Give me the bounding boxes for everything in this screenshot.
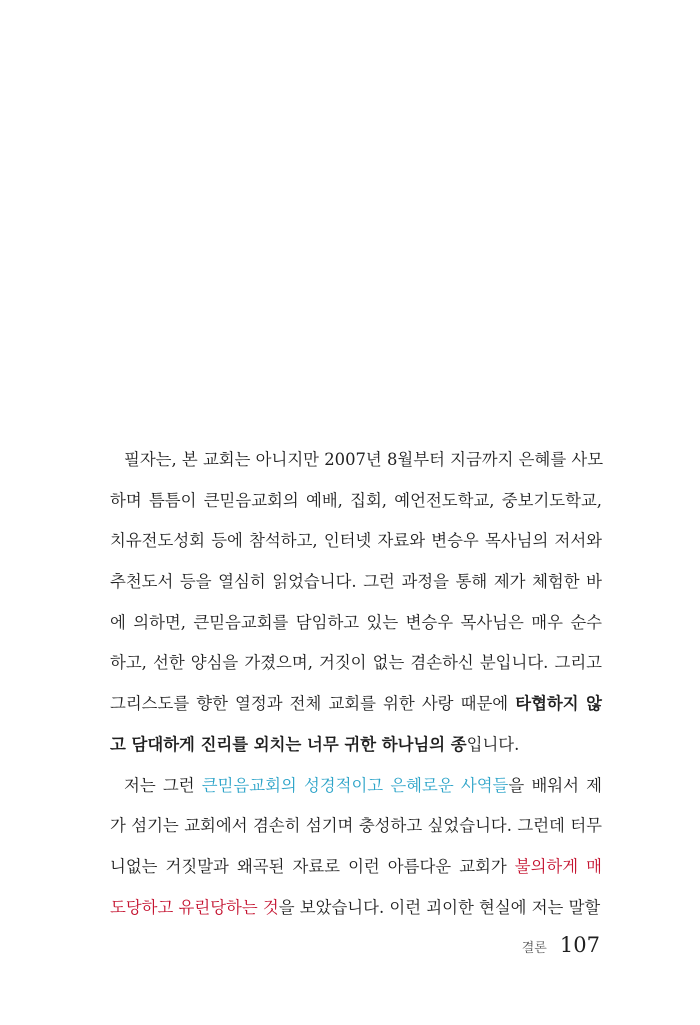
text-line	[110, 888, 602, 929]
text-segment: 저는 그런	[124, 775, 202, 795]
body-text	[110, 440, 602, 928]
emphasized-text: 큰믿음교회의 성경적이고 은혜로운 사역들	[201, 775, 509, 795]
text-segment: 가 섬기는 교회에서 겸손히 섬기며 충성하고 싶었습니다. 그런데 터무	[110, 816, 602, 836]
text-line	[110, 440, 602, 481]
text-segment: 추천도서 등을 열심히 읽었습니다. 그런 과정을 통해 제가 체험한 바	[110, 572, 602, 592]
text-line	[110, 643, 602, 684]
text-segment: 하고, 선한 양심을 가졌으며, 거짓이 없는 겸손하신 분입니다. 그리고	[110, 653, 602, 673]
text-line	[110, 603, 602, 644]
text-line	[110, 521, 602, 562]
emphasized-text: 고 담대하게 진리를 외치는 너무 귀한 하나님의 종	[110, 734, 467, 754]
text-segment: 니없는 거짓말과 왜곡된 자료로 이런 아름다운 교회가	[110, 856, 515, 876]
text-segment: 입니다.	[466, 734, 520, 754]
text-segment: 을 배워서 제	[508, 775, 602, 795]
page-footer	[522, 930, 600, 960]
text-segment: 하며 틈틈이 큰믿음교회의 예배, 집회, 예언전도학교, 중보기도학교,	[110, 490, 602, 510]
text-segment: 그리스도를 향한 열정과 전체 교회를 위한 사랑 때문에	[110, 694, 516, 714]
emphasized-text: 불의하게 매	[514, 856, 602, 876]
emphasized-text: 타협하지 않	[515, 694, 603, 714]
text-segment: 을 보았습니다. 이런 괴이한 현실에 저는 말할	[278, 897, 601, 917]
text-line	[110, 684, 602, 725]
text-segment: 필자는, 본 교회는 아니지만 2007년 8월부터 지금까지 은혜를 사모	[124, 450, 604, 469]
page-number: 107	[559, 933, 600, 957]
text-line	[110, 481, 602, 522]
text-line	[110, 806, 602, 847]
text-line	[110, 562, 602, 603]
section-label: 결론	[521, 941, 547, 956]
text-line	[110, 766, 602, 807]
emphasized-text: 도당하고 유린당하는 것	[110, 897, 279, 917]
text-line	[110, 847, 602, 888]
text-line	[110, 725, 602, 766]
text-segment: 치유전도성회 등에 참석하고, 인터넷 자료와 변승우 목사님의 저서와	[110, 531, 602, 551]
text-segment: 에 의하면, 큰믿음교회를 담임하고 있는 변승우 목사님은 매우 순수	[110, 612, 602, 632]
